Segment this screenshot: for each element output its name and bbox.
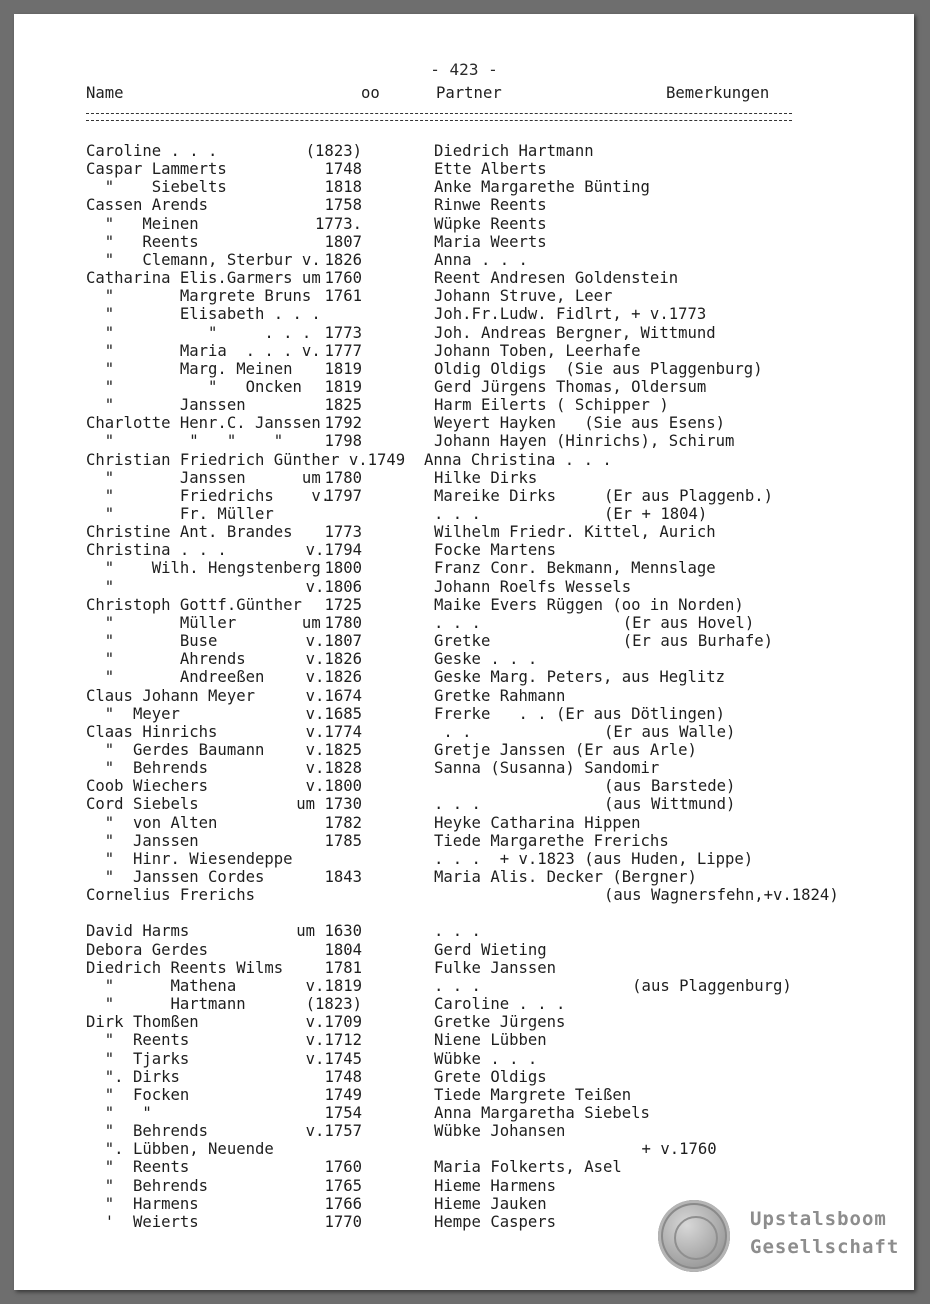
record-partner: Hilke Dirks [434,469,538,487]
record-name: Diedrich Reents Wilms [86,959,284,977]
record-year-text: 1804 [324,941,362,959]
record-year-text: v.1774 [305,723,362,741]
record-name: Christian Friedrich Günther v.1749 Anna Christina . . . [86,451,612,469]
record-partner: Harm Eilerts ( Schipper ) [434,396,669,414]
record-partner: Gerd Wieting [434,941,547,959]
record-partner: . . [434,723,472,741]
record-name: Cornelius Frerichs [86,886,255,904]
record-name: " Gerdes Baumann [86,741,265,759]
record-year-text: 1765 [324,1177,362,1195]
record-partner: Diedrich Hartmann [434,142,594,160]
record-name: Coob Wiechers [86,777,209,795]
header-separator [86,113,792,121]
record-partner: Maria Alis. Decker (Bergner) [434,868,697,886]
record-partner: Geske Marg. Peters, aus Heglitz [434,668,726,686]
record-partner: Johann Hayen (Hinrichs), Schirum [434,432,735,450]
record-year-text: v.1709 [305,1013,362,1031]
header-year: oo [361,84,380,102]
record-name: " " " " [86,432,284,450]
record-partner: Reent Andresen Goldenstein [434,269,679,287]
record-name: ". Dirks [86,1068,180,1086]
record-year-text: 1781 [324,959,362,977]
record-partner: Weyert Hayken (Sie aus Esens) [434,414,726,432]
record-partner: Johann Struve, Leer [434,287,613,305]
record-partner: Wilhelm Friedr. Kittel, Aurich [434,523,716,541]
record-year-text: 1773 [324,523,362,541]
record-partner: Johann Toben, Leerhafe [434,342,641,360]
record-partner: Rinwe Reents [434,196,547,214]
record-name: " Janssen Cordes [86,868,265,886]
record-name: Claas Hinrichs [86,723,218,741]
record-partner: Anna . . . [434,251,528,269]
record-partner: Fulke Janssen [434,959,557,977]
record-year-text: 1760 [324,1158,362,1176]
record-name: " Behrends [86,759,209,777]
record-partner: Tiede Margrete Teißen [434,1086,632,1104]
upstalsboom-logo [658,1200,908,1274]
seal-icon [658,1200,730,1272]
record-year-text: 1773 [324,324,362,342]
record-name: " " [86,1104,152,1122]
record-name: Christina . . . [86,541,227,559]
record-partner: . . . + v.1823 (aus Huden, Lippe) [434,850,754,868]
record-year-text: v.1828 [305,759,362,777]
record-partner: . . . [434,922,481,940]
record-year-text: v.1685 [305,705,362,723]
record-name: " Margrete Bruns [86,287,312,305]
record-year-text: (1823) [305,142,362,160]
record-partner: Focke Martens [434,541,557,559]
record-name: " Andreeßen [86,668,265,686]
record-year-text: 1800 [324,559,362,577]
record-year-text: 1843 [324,868,362,886]
record-name: Catharina Elis.Garmers um [86,269,321,287]
logo-line-1: Upstalsboom [750,1208,887,1230]
record-name: David Harms [86,922,190,940]
record-name: Charlotte Henr.C. Janssen [86,414,321,432]
record-year-text: 1780 [324,469,362,487]
record-name: " Ahrends [86,650,246,668]
record-name: " Buse [86,632,218,650]
record-name: ". Lübben, Neuende [86,1140,274,1158]
record-partner: Wübke . . . [434,1050,538,1068]
record-partner: Mareike Dirks [434,487,557,505]
record-name: " Meinen [86,215,199,233]
record-year-text: 1777 [324,342,362,360]
record-partner: Oldig Oldigs (Sie aus Plaggenburg) [434,360,763,378]
record-year-text: 1754 [324,1104,362,1122]
record-partner: Caroline . . . [434,995,566,1013]
record-name: Christine Ant. Brandes [86,523,293,541]
record-partner: Gretje Janssen (Er aus Arle) [434,741,697,759]
record-year-text: 1773. [315,215,362,233]
record-name: " [86,578,115,596]
record-name: ' Weierts [86,1213,199,1231]
record-partner: Sanna (Susanna) Sandomir [434,759,660,777]
record-year-text: 1758 [324,196,362,214]
record-year-text: v.1806 [305,578,362,596]
record-name: " Elisabeth . . . [86,305,321,323]
record-year-text: v.1800 [305,777,362,795]
record-year-text: 1780 [324,614,362,632]
record-year-text: v.1807 [305,632,362,650]
record-name: " Reents [86,233,199,251]
record-partner: . . . [434,977,481,995]
record-partner: Gretke Rahmann [434,687,566,705]
record-name: " Meyer [86,705,180,723]
record-remark: (aus Wittmund) [604,795,736,813]
record-name: " Hinr. Wiesendeppe [86,850,293,868]
record-name: Cassen Arends [86,196,209,214]
record-year-text: 1797 [324,487,362,505]
record-year-text: v.1745 [305,1050,362,1068]
record-year-text: v.1826 [305,650,362,668]
record-year-text: 1725 [324,596,362,614]
record-year-text: v.1819 [305,977,362,995]
record-remark: (Er aus Hovel) [604,614,755,632]
record-year-text: 1792 [324,414,362,432]
record-partner: Anna Margaretha Siebels [434,1104,650,1122]
record-partner: Niene Lübben [434,1031,547,1049]
record-name: " Behrends [86,1177,209,1195]
record-year-text: 1807 [324,233,362,251]
record-name: " Reents [86,1031,190,1049]
record-year-text: 1826 [324,251,362,269]
record-name: " Harmens [86,1195,199,1213]
record-partner: Ette Alberts [434,160,547,178]
record-partner: Gretke Jürgens [434,1013,566,1031]
record-year-text: 1798 [324,432,362,450]
record-partner: Grete Oldigs [434,1068,547,1086]
record-name: " Maria . . . v. [86,342,321,360]
header-remarks: Bemerkungen [666,84,770,102]
record-name: Caroline . . . [86,142,218,160]
record-year-text: 1766 [324,1195,362,1213]
record-name: Caspar Lammerts [86,160,227,178]
record-year-text: 1818 [324,178,362,196]
record-name: Dirk Thomßen [86,1013,199,1031]
record-name: " Mathena [86,977,237,995]
record-partner: Geske . . . [434,650,538,668]
record-remark: (Er aus Burhafe) [604,632,773,650]
record-partner: Hempe Caspers [434,1213,557,1231]
record-remark: (aus Barstede) [604,777,736,795]
record-year-text: v.1826 [305,668,362,686]
record-partner: . . . [434,614,481,632]
record-year-text: 1749 [324,1086,362,1104]
record-name: " Wilh. Hengstenberg [86,559,321,577]
record-year-text: um 1630 [296,922,362,940]
record-year-text: 1760 [324,269,362,287]
record-name: " Reents [86,1158,190,1176]
record-name: " Tjarks [86,1050,190,1068]
record-name: " Fr. Müller [86,505,274,523]
header-partner: Partner [436,84,502,102]
record-remark: (Er aus Plaggenb.) [604,487,773,505]
record-year-text: 1761 [324,287,362,305]
record-name: Christoph Gottf.Günther [86,596,302,614]
record-name: " Marg. Meinen [86,360,293,378]
record-partner: Wübke Johansen [434,1122,566,1140]
record-name: " Siebelts [86,178,227,196]
record-name: " " Oncken [86,378,302,396]
record-partner: . . . [434,795,481,813]
record-name: Cord Siebels [86,795,199,813]
record-year-text: v.1825 [305,741,362,759]
record-year-text: um 1730 [296,795,362,813]
record-name: " Janssen [86,832,199,850]
record-year-text: 1748 [324,1068,362,1086]
record-year-text: 1785 [324,832,362,850]
record-partner: Hieme Harmens [434,1177,557,1195]
record-partner: Maria Weerts [434,233,547,251]
record-name: " Behrends [86,1122,209,1140]
logo-line-2: Gesellschaft [750,1236,900,1258]
record-year-text: v.1674 [305,687,362,705]
record-partner: Gerd Jürgens Thomas, Oldersum [434,378,707,396]
record-partner: Tiede Margarethe Frerichs [434,832,669,850]
record-partner: Maike Evers Rüggen (oo in Norden) [434,596,744,614]
record-year-text: (1823) [305,995,362,1013]
record-partner: Anke Margarethe Bünting [434,178,650,196]
record-name: Claus Johann Meyer [86,687,255,705]
record-name: Debora Gerdes [86,941,209,959]
record-partner: Gretke [434,632,491,650]
record-partner: . . . [434,505,481,523]
record-remark: + v.1760 [604,1140,717,1158]
record-year-text: 1819 [324,360,362,378]
record-partner: Wüpke Reents [434,215,547,233]
record-name: " Clemann, Sterbur v. [86,251,321,269]
document-page [14,14,914,1290]
record-partner: Maria Folkerts, Asel [434,1158,622,1176]
record-name: " Janssen [86,396,246,414]
record-name: " Müller um [86,614,321,632]
record-year-text: 1782 [324,814,362,832]
record-year-text: 1770 [324,1213,362,1231]
record-year-text: v.1757 [305,1122,362,1140]
record-remark: (Er aus Walle) [604,723,736,741]
record-name: " Janssen um [86,469,321,487]
record-remark: (Er + 1804) [604,505,708,523]
record-name: " " . . . [86,324,312,342]
page-number: - 423 - [430,60,498,79]
record-partner: Joh.Fr.Ludw. Fidlrt, + v.1773 [434,305,707,323]
record-partner: Johann Roelfs Wessels [434,578,632,596]
record-year-text: v.1794 [305,541,362,559]
record-name: " Focken [86,1086,190,1104]
record-year-text: 1825 [324,396,362,414]
record-name: " Friedrichs v. [86,487,331,505]
record-year-text: 1748 [324,160,362,178]
record-partner: Franz Conr. Bekmann, Mennslage [434,559,716,577]
record-partner: Hieme Jauken [434,1195,547,1213]
record-partner: Joh. Andreas Bergner, Wittmund [434,324,716,342]
record-name: " Hartmann [86,995,246,1013]
record-partner: Heyke Catharina Hippen [434,814,641,832]
record-remark: (aus Wagnersfehn,+v.1824) [604,886,839,904]
record-partner: Frerke . . (Er aus Dötlingen) [434,705,726,723]
record-year-text: v.1712 [305,1031,362,1049]
record-year-text: 1819 [324,378,362,396]
record-name: " von Alten [86,814,218,832]
header-name: Name [86,84,124,102]
record-remark: (aus Plaggenburg) [604,977,792,995]
